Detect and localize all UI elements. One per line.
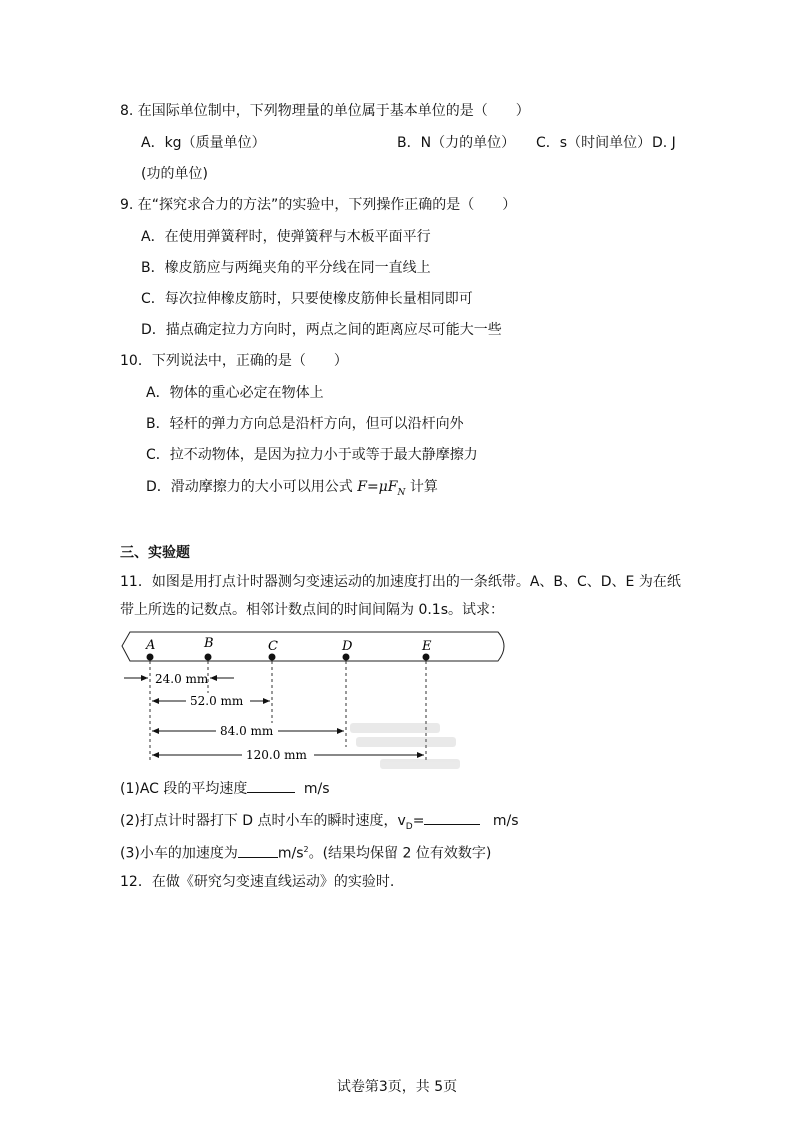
q10-option-d-suffix: 计算	[409, 479, 438, 495]
dot-b	[205, 654, 212, 661]
label-b: B	[204, 636, 214, 651]
dot-a	[147, 654, 154, 661]
q8-option-d: D. J	[652, 135, 676, 151]
q11-stem-line2: 带上所选的记数点。相邻计数点间的时间间隔为 0.1s。试求：	[120, 602, 505, 618]
q11-sub3-unit: m/s	[277, 845, 304, 862]
q8-option-a: A．kg（质量单位）	[141, 135, 266, 151]
q10-option-c: C．拉不动物体，是因为拉力小于或等于最大静摩擦力	[146, 447, 478, 463]
q11-sub3-superscript: 2	[303, 845, 309, 854]
paper-tape-figure	[110, 625, 520, 775]
watermark	[350, 723, 460, 769]
label-e: E	[422, 639, 432, 654]
q10-option-d-subscript: N	[397, 487, 406, 498]
label-d: D	[342, 639, 353, 654]
q11-sub3-prefix: (3)小车的加速度为	[120, 845, 238, 862]
q11-sub2-equals: =	[412, 813, 425, 829]
q11-sub2-prefix: (2)打点计时器打下 D 点时小车的瞬时速度，v	[120, 813, 406, 829]
q11-sub2-unit: m/s	[492, 813, 519, 829]
q10-option-d-formula: F=μF	[357, 479, 398, 495]
label-a: A	[146, 638, 156, 653]
q8-stem: 8. 在国际单位制中，下列物理量的单位属于基本单位的是（ ）	[120, 103, 530, 119]
q11-sub3	[120, 840, 491, 864]
q11-sub1-unit: m/s	[303, 781, 330, 797]
dim-ac-label: 52.0 mm	[190, 694, 244, 708]
q9-stem: 9. 在“探究求合力的方法”的实验中，下列操作正确的是（ ）	[120, 197, 517, 213]
dot-d	[343, 654, 350, 661]
q11-sub2	[120, 810, 519, 837]
q11-sub3-answer-blank[interactable]	[238, 843, 278, 858]
q10-option-b: B．轻杆的弹力方向总是沿杆方向，但可以沿杆向外	[146, 416, 464, 432]
dim-ae-label: 120.0 mm	[246, 748, 307, 762]
tape-outline	[122, 632, 504, 661]
q8-option-c: C．s（时间单位）	[536, 135, 652, 151]
dot-e	[423, 654, 430, 661]
label-c: C	[268, 639, 278, 654]
q11-sub1-answer-blank[interactable]	[247, 778, 295, 793]
section-title: 三、实验题	[120, 545, 190, 561]
q9-option-c: C．每次拉伸橡皮筋时，只要使橡皮筋伸长量相同即可	[141, 291, 473, 307]
q10-option-d	[146, 477, 438, 503]
q9-option-a: A．在使用弹簧秤时，使弹簧秤与木板平面平行	[141, 229, 431, 245]
q10-option-d-prefix: D．滑动摩擦力的大小可以用公式	[146, 479, 353, 495]
dim-ab-label: 24.0 mm	[155, 672, 209, 686]
q9-option-d: D．描点确定拉力方向时，两点之间的距离应尽可能大一些	[141, 322, 502, 338]
q8-option-d-continued: (功的单位)	[141, 166, 208, 182]
q9-option-b: B．橡皮筋应与两绳夹角的平分线在同一直线上	[141, 260, 431, 276]
q11-sub1	[120, 778, 330, 799]
q11-sub3-note: 。(结果均保留 2 位有效数字)	[308, 845, 492, 862]
q10-stem: 10．下列说法中，正确的是（ ）	[120, 353, 348, 369]
q8-option-b: B．N（力的单位）	[397, 135, 516, 151]
q10-option-a: A．物体的重心必定在物体上	[146, 385, 324, 401]
q11-sub1-prefix: (1)AC 段的平均速度	[120, 781, 248, 797]
page-footer: 试卷第3页，共 5页	[336, 1079, 458, 1095]
q12-stem: 12．在做《研究匀变速直线运动》的实验时.	[120, 874, 395, 890]
q11-stem-line1: 11．如图是用打点计时器测匀变速运动的加速度打出的一条纸带。A、B、C、D、E 为在纸	[120, 574, 681, 590]
dot-c	[269, 654, 276, 661]
dim-ad-label: 84.0 mm	[220, 724, 274, 738]
q11-sub2-subscript: D	[405, 821, 413, 832]
q11-sub2-answer-blank[interactable]	[424, 810, 480, 825]
